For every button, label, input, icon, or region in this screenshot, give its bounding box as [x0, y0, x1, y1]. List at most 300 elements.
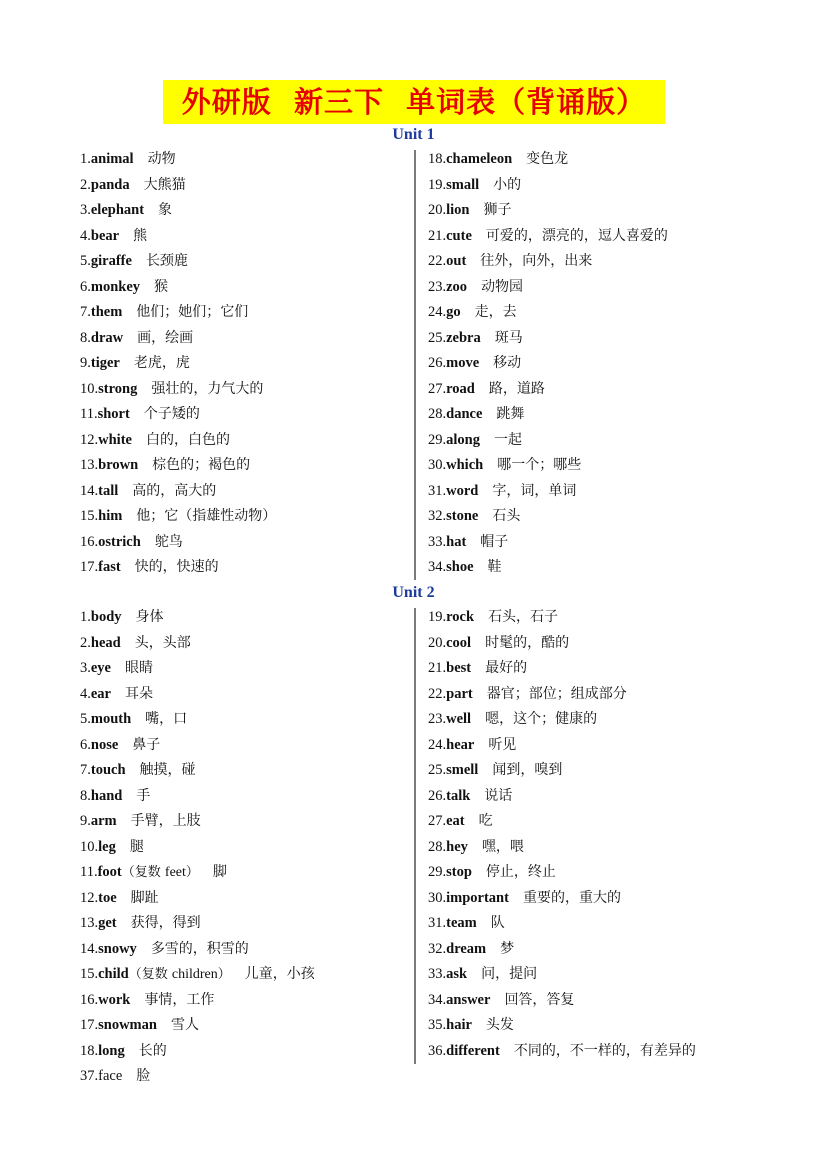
chinese-meaning: 手 — [136, 787, 151, 804]
unit-1-left-column — [80, 147, 276, 581]
chinese-meaning: 事情，工作 — [144, 991, 215, 1008]
chinese-meaning: 个子矮的 — [143, 406, 200, 422]
chinese-meaning: 他们；她们；它们 — [136, 304, 249, 320]
unit-heading: Unit 2 — [392, 584, 435, 601]
english-word: answer — [446, 991, 491, 1008]
entry-number: 22. — [428, 253, 447, 269]
entry-number: 7. — [80, 304, 91, 320]
english-word: panda — [90, 176, 130, 193]
vocab-entry — [80, 377, 276, 403]
english-word: hand — [90, 787, 123, 804]
vocab-entry — [80, 224, 276, 250]
chinese-meaning: 熊 — [133, 227, 148, 244]
english-word: stop — [446, 864, 472, 880]
entry-number: 14. — [80, 482, 99, 499]
vocab-entry — [80, 733, 315, 759]
vocab-entry — [80, 479, 276, 505]
chinese-meaning: 耳朵 — [125, 685, 153, 702]
english-word: hair — [446, 1017, 472, 1033]
vocab-entry — [80, 988, 315, 1014]
entry-number: 13. — [80, 915, 99, 931]
entry-number: 28. — [428, 838, 447, 855]
english-word: hat — [446, 533, 467, 550]
english-word: cool — [446, 634, 472, 651]
entry-number: 29. — [428, 864, 447, 880]
vocab-entry — [80, 758, 315, 784]
vocab-entry — [428, 835, 696, 861]
english-word: stone — [446, 508, 479, 524]
entry-number: 5. — [80, 711, 91, 727]
vocab-entry — [80, 835, 315, 861]
entry-number: 25. — [428, 762, 447, 778]
english-word: strong — [98, 380, 138, 397]
entry-number: 11. — [80, 864, 98, 880]
chinese-meaning: 猴 — [154, 278, 169, 295]
entry-number: 24. — [428, 304, 447, 320]
english-word: talk — [446, 787, 471, 804]
english-word: bear — [90, 227, 120, 244]
plural-note-word: feet — [164, 865, 186, 880]
entry-number: 25. — [428, 329, 447, 346]
entry-number: 2. — [80, 634, 91, 651]
vocab-entry — [80, 198, 276, 224]
vocab-entry — [80, 173, 276, 199]
entry-number: 27. — [428, 380, 447, 397]
chinese-meaning: 画，绘画 — [137, 329, 194, 346]
english-word: work — [98, 991, 131, 1008]
chinese-meaning: 长的 — [138, 1042, 167, 1059]
vocab-entry — [80, 275, 276, 301]
chinese-meaning: 时髦的，酷的 — [485, 634, 570, 651]
entry-number: 32. — [428, 508, 447, 524]
english-word: well — [446, 711, 472, 727]
vocab-entry — [80, 656, 315, 682]
entry-number: 20. — [428, 634, 447, 651]
chinese-meaning: 闻到，嗅到 — [492, 762, 563, 778]
vocab-entry — [80, 631, 315, 657]
plural-note — [129, 967, 231, 982]
vocab-entry — [428, 504, 668, 530]
english-word: get — [98, 915, 117, 931]
vocab-entry — [428, 937, 696, 963]
english-word: zebra — [446, 329, 481, 346]
entry-number: 20. — [428, 202, 447, 218]
english-word: different — [446, 1042, 500, 1059]
chinese-meaning: 路，道路 — [488, 380, 545, 397]
chinese-meaning: 老虎，虎 — [133, 355, 190, 371]
entry-number: 9. — [80, 355, 91, 371]
chinese-meaning: 腿 — [129, 838, 144, 855]
english-word: long — [98, 1042, 125, 1059]
vocab-entry — [428, 962, 696, 988]
vocab-entry — [80, 860, 315, 886]
chinese-meaning: 可爱的，漂亮的，逗人喜爱的 — [485, 227, 668, 244]
english-word: smell — [446, 762, 479, 778]
vocab-entry — [428, 402, 668, 428]
entry-number: 12. — [80, 431, 99, 448]
unit-2-right-column — [428, 605, 696, 1064]
entry-number: 30. — [428, 889, 447, 906]
entry-number: 23. — [428, 711, 447, 727]
chinese-meaning: 听见 — [488, 736, 517, 753]
vocab-entry — [428, 428, 668, 454]
english-word: snowy — [98, 940, 137, 957]
entry-number: 5. — [80, 253, 91, 269]
entry-number: 18. — [428, 151, 447, 167]
vocab-entry — [80, 402, 276, 428]
entry-number: 24. — [428, 736, 447, 753]
vocab-entry — [428, 198, 668, 224]
chinese-meaning: 快的，快速的 — [134, 559, 219, 575]
entry-number: 1. — [80, 151, 91, 167]
vocab-entry — [80, 453, 276, 479]
vocab-entry — [428, 351, 668, 377]
vocab-entry — [428, 809, 696, 835]
entry-number: 22. — [428, 685, 447, 702]
vocab-entry — [80, 886, 315, 912]
chinese-meaning: 鸵鸟 — [154, 533, 183, 550]
vocab-entry — [428, 479, 668, 505]
vocab-entry — [80, 962, 315, 988]
entry-number: 34. — [428, 991, 447, 1008]
plural-note — [122, 865, 199, 880]
vocab-entry — [80, 428, 276, 454]
vocab-entry — [428, 758, 696, 784]
vocab-entry — [80, 249, 276, 275]
chinese-meaning: 移动 — [493, 355, 522, 371]
chinese-meaning: 斑马 — [494, 329, 523, 346]
vocab-entry — [80, 351, 276, 377]
chinese-meaning: 回答，答复 — [504, 991, 575, 1008]
vocab-entry — [428, 911, 696, 937]
vocab-entry — [428, 682, 696, 708]
vocab-entry — [80, 300, 276, 326]
vocab-entry — [428, 453, 668, 479]
chinese-meaning: 石头 — [492, 508, 521, 524]
vocab-entry — [428, 988, 696, 1014]
vocab-entry — [80, 530, 276, 556]
vocab-entry — [428, 733, 696, 759]
chinese-meaning: 石头，石子 — [488, 609, 559, 625]
english-word: mouth — [90, 711, 132, 727]
vocab-entry — [428, 860, 696, 886]
english-word: chameleon — [446, 151, 513, 167]
chinese-meaning: 小的 — [493, 176, 522, 193]
entry-number: 4. — [80, 227, 91, 244]
entry-number: 27. — [428, 813, 447, 829]
column-divider — [414, 150, 416, 580]
vocab-entry — [428, 300, 668, 326]
vocab-entry — [428, 1039, 696, 1065]
vocab-entry — [428, 707, 696, 733]
english-word: part — [446, 685, 473, 702]
entry-number: 17. — [80, 559, 99, 575]
english-word: child — [98, 966, 129, 982]
entry-number: 33. — [428, 966, 447, 982]
english-word: ear — [90, 685, 111, 702]
vocab-entry — [80, 1039, 315, 1065]
entry-number: 4. — [80, 685, 91, 702]
chinese-meaning: 嗯，这个；健康的 — [485, 711, 598, 727]
english-word: zoo — [446, 278, 468, 295]
vocab-entry — [80, 147, 276, 173]
chinese-meaning: 长颈鹿 — [145, 253, 188, 269]
entry-number: 14. — [80, 940, 99, 957]
chinese-meaning: 棕色的；褐色的 — [152, 457, 251, 473]
column-divider — [414, 608, 416, 1064]
chinese-meaning: 狮子 — [483, 202, 512, 218]
english-word: animal — [90, 151, 134, 167]
english-word: ask — [446, 966, 468, 982]
unit-heading: Unit 1 — [392, 126, 435, 143]
chinese-meaning: 跳舞 — [496, 406, 525, 422]
plural-note-prefix: （复数 — [128, 967, 168, 982]
entry-number: 6. — [80, 278, 91, 295]
chinese-meaning: 脸 — [136, 1068, 151, 1084]
entry-number: 17. — [80, 1017, 99, 1033]
vocab-entry — [80, 937, 315, 963]
entry-number: 19. — [428, 609, 447, 625]
entry-number: 1. — [80, 609, 91, 625]
vocab-entry — [428, 147, 668, 173]
vocab-entry — [428, 173, 668, 199]
chinese-meaning: 哪一个；哪些 — [497, 457, 582, 473]
english-word: giraffe — [90, 253, 132, 269]
english-word: them — [90, 304, 123, 320]
english-word: fast — [98, 559, 121, 575]
english-word: head — [90, 634, 121, 651]
english-word: dream — [446, 940, 487, 957]
chinese-meaning: 眼睛 — [125, 660, 153, 676]
chinese-meaning: 动物园 — [481, 278, 524, 295]
chinese-meaning: 动物 — [147, 151, 176, 167]
plural-note-word: children — [171, 967, 218, 982]
english-word: body — [90, 609, 122, 625]
chinese-meaning: 手臂，上肢 — [130, 813, 201, 829]
entry-number: 9. — [80, 813, 91, 829]
english-word: small — [446, 176, 480, 193]
vocab-entry — [428, 249, 668, 275]
chinese-meaning: 器官；部位；组成部分 — [486, 685, 627, 702]
vocab-entry — [428, 605, 696, 631]
vocab-entry — [428, 326, 668, 352]
entry-number: 10. — [80, 380, 99, 397]
vocab-entry — [428, 530, 668, 556]
vocab-entry — [80, 504, 276, 530]
vocab-entry — [428, 224, 668, 250]
entry-number: 18. — [80, 1042, 99, 1059]
vocab-entry — [428, 1013, 696, 1039]
entry-number: 13. — [80, 457, 99, 473]
entry-number: 12. — [80, 889, 99, 906]
chinese-meaning: 脚趾 — [130, 889, 159, 906]
entry-number: 23. — [428, 278, 447, 295]
vocab-entry — [80, 784, 315, 810]
page-title: 外研版 新三下 单词表（背诵版） — [163, 80, 665, 124]
entry-number: 21. — [428, 660, 447, 676]
vocab-entry — [80, 555, 276, 581]
unit-2-left-column — [80, 605, 315, 1090]
english-word: word — [446, 482, 479, 499]
english-word: move — [446, 355, 480, 371]
entry-number: 8. — [80, 329, 91, 346]
chinese-meaning: 说话 — [484, 787, 513, 804]
chinese-meaning: 高的，高大的 — [132, 482, 217, 499]
entry-number: 34. — [428, 559, 447, 575]
english-word: cute — [446, 227, 472, 244]
chinese-meaning: 雪人 — [170, 1017, 199, 1033]
chinese-meaning: 大熊猫 — [143, 176, 186, 193]
chinese-meaning: 重要的，重大的 — [522, 889, 621, 906]
vocab-entry — [80, 809, 315, 835]
english-word: elephant — [90, 202, 145, 218]
english-word: eat — [446, 813, 465, 829]
vocab-entry — [80, 326, 276, 352]
vocab-entry — [428, 377, 668, 403]
entry-number: 10. — [80, 838, 99, 855]
entry-number: 21. — [428, 227, 447, 244]
english-word: best — [446, 660, 472, 676]
entry-number: 26. — [428, 355, 447, 371]
chinese-meaning: 一起 — [493, 431, 522, 448]
chinese-meaning: 嘿，喂 — [481, 838, 524, 855]
chinese-meaning: 队 — [490, 915, 505, 931]
vocab-entry — [428, 886, 696, 912]
entry-number: 11. — [80, 406, 98, 422]
english-word: him — [98, 508, 123, 524]
vocab-entry — [80, 1013, 315, 1039]
english-word: important — [446, 889, 509, 906]
entry-number: 26. — [428, 787, 447, 804]
english-word: hear — [446, 736, 475, 753]
chinese-meaning: 停止，终止 — [485, 864, 556, 880]
vocab-entry — [80, 605, 315, 631]
chinese-meaning: 身体 — [135, 609, 164, 625]
entry-number: 33. — [428, 533, 447, 550]
english-word: draw — [90, 329, 124, 346]
vocab-entry — [80, 682, 315, 708]
entry-number: 3. — [80, 202, 91, 218]
chinese-meaning: 脚 — [212, 864, 227, 880]
entry-number: 31. — [428, 482, 447, 499]
chinese-meaning: 最好的 — [485, 660, 528, 676]
english-word: snowman — [98, 1017, 157, 1033]
vocab-entry — [428, 275, 668, 301]
plural-note-close: ） — [185, 865, 199, 880]
entry-number: 37. — [80, 1068, 99, 1084]
vocab-entry — [428, 656, 696, 682]
english-word: out — [446, 253, 467, 269]
entry-number: 36. — [428, 1042, 447, 1059]
english-word: team — [446, 915, 477, 931]
entry-number: 19. — [428, 176, 447, 193]
chinese-meaning: 鼻子 — [132, 736, 161, 753]
chinese-meaning: 头发 — [485, 1017, 514, 1033]
english-word: white — [98, 431, 132, 448]
chinese-meaning: 问，提问 — [481, 966, 538, 982]
english-word: arm — [90, 813, 117, 829]
english-word: toe — [98, 889, 117, 906]
chinese-meaning: 象 — [158, 202, 173, 218]
entry-number: 2. — [80, 176, 91, 193]
english-word: nose — [90, 736, 119, 753]
entry-number: 29. — [428, 431, 447, 448]
chinese-meaning: 变色龙 — [526, 151, 569, 167]
english-word: dance — [446, 406, 483, 422]
chinese-meaning: 走，去 — [474, 304, 517, 320]
english-word: brown — [98, 457, 139, 473]
plural-note-prefix: （复数 — [121, 865, 161, 880]
english-word: foot — [97, 864, 122, 880]
english-word: monkey — [90, 278, 141, 295]
chinese-meaning: 多雪的，积雪的 — [150, 940, 249, 957]
english-word: ostrich — [98, 533, 141, 550]
chinese-meaning: 获得，得到 — [130, 915, 201, 931]
chinese-meaning: 他；它（指雄性动物） — [136, 508, 277, 524]
chinese-meaning: 头，头部 — [134, 634, 191, 651]
chinese-meaning: 触摸，碰 — [139, 762, 196, 778]
vocab-entry — [80, 911, 315, 937]
chinese-meaning: 帽子 — [480, 533, 509, 550]
chinese-meaning: 鞋 — [487, 559, 502, 575]
chinese-meaning: 梦 — [500, 940, 515, 957]
vocab-entry — [428, 631, 696, 657]
english-word: which — [446, 457, 484, 473]
entry-number: 15. — [80, 966, 99, 982]
entry-number: 28. — [428, 406, 447, 422]
chinese-meaning: 儿童，小孩 — [244, 966, 315, 982]
plural-note-close: ） — [217, 967, 231, 982]
english-word: along — [446, 431, 480, 448]
english-word: face — [98, 1068, 123, 1084]
english-word: road — [446, 380, 475, 397]
entry-number: 15. — [80, 508, 99, 524]
vocab-entry — [428, 784, 696, 810]
entry-number: 30. — [428, 457, 447, 473]
english-word: tall — [98, 482, 119, 499]
entry-number: 16. — [80, 533, 99, 550]
entry-number: 3. — [80, 660, 91, 676]
unit-1-right-column — [428, 147, 668, 581]
chinese-meaning: 往外，向外，出来 — [480, 253, 593, 269]
english-word: shoe — [446, 559, 474, 575]
entry-number: 31. — [428, 915, 447, 931]
english-word: leg — [98, 838, 116, 855]
entry-number: 32. — [428, 940, 447, 957]
entry-number: 6. — [80, 736, 91, 753]
english-word: eye — [90, 660, 111, 676]
chinese-meaning: 强壮的，力气大的 — [151, 380, 264, 397]
chinese-meaning: 吃 — [478, 813, 493, 829]
vocab-entry — [80, 1064, 315, 1090]
vocab-entry — [80, 707, 315, 733]
entry-number: 8. — [80, 787, 91, 804]
chinese-meaning: 字，词，单词 — [492, 482, 577, 499]
english-word: lion — [446, 202, 470, 218]
chinese-meaning: 嘴，口 — [145, 711, 188, 727]
entry-number: 7. — [80, 762, 91, 778]
chinese-meaning: 不同的，不一样的，有差异的 — [513, 1042, 696, 1059]
english-word: go — [446, 304, 461, 320]
english-word: rock — [446, 609, 475, 625]
english-word: touch — [90, 762, 126, 778]
english-word: short — [97, 406, 130, 422]
entry-number: 35. — [428, 1017, 447, 1033]
entry-number: 16. — [80, 991, 99, 1008]
chinese-meaning: 白的，白色的 — [145, 431, 230, 448]
english-word: tiger — [90, 355, 120, 371]
vocab-entry — [428, 555, 668, 581]
